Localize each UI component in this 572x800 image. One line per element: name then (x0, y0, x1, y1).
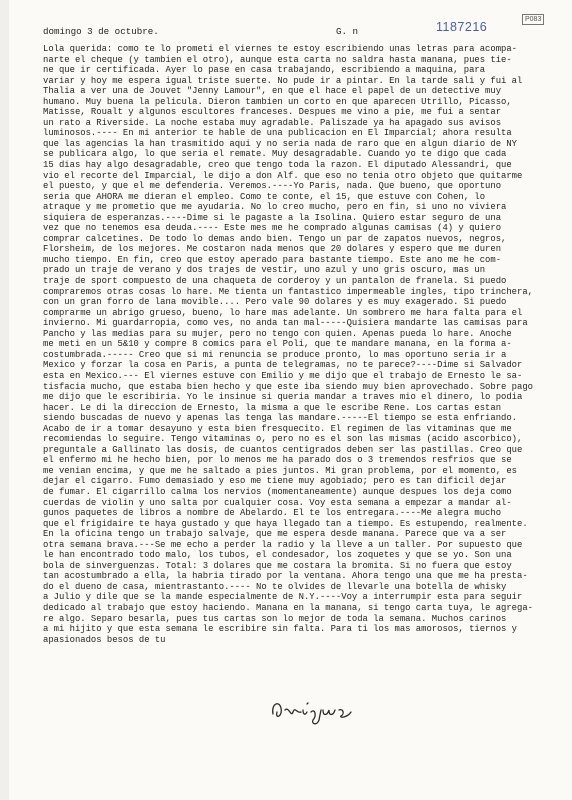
letter-line: luminosos.---- En mi anterior te hable de una publicacion en El Imparcial; ahora resulta (43, 128, 512, 139)
letter-line: seria que AHORA me dieran el empleo. Como te conte, el 15, que estuve con Cohen, lo (43, 191, 486, 202)
letter-line: bola de sinverguenzas. Total: 3 dolares que me costara la bromita. Si no fuera que estoy (43, 560, 512, 571)
letter-line: el enfermo mi he hecho bien, por lo menos me ha parado dos o 3 tremendos resfrios que se (43, 455, 512, 466)
letter-line: compraremos otras cosas lo hare. Me tienta un fantastico impermeable ingles, tipo trinchera, (43, 286, 533, 297)
letter-line: dejar el cigarro. Fumo demasiado y eso me tiene muy agobiado; pero es tan dificil dejar (43, 476, 507, 487)
letter-line: preguntale a Gallinato las dosis, de cuantos centigrados deben ser las pastillas. Creo que (43, 444, 523, 455)
letter-line: apasionados besos de tu (43, 634, 166, 645)
letter-line: esta en Mexico.--- El viernes estuve con Emilio y me dijo que el trabajo de Ernesto le sa- (43, 370, 523, 381)
letter-line: siquiera de esperanzas.----Dime si le pagaste a la Isolina. Quiero estar seguro de una (43, 212, 502, 223)
letter-line: Matisse, Roualt y algunos escultores franceses. Despues me vino a pie, me fui a sentar (43, 107, 502, 118)
letter-line: hacer. Le di la direccion de Ernesto, la misma a que le escribe Rene. Los cartas estan (43, 402, 502, 413)
letter-line: vez que no tenemos esa deuda.---- Este mes me he comprado algunas camisas (4) y quiero (43, 223, 502, 234)
letter-line: re algo. Separo besarla, pues tus cartas son lo mejor de toda la semana. Muchos carinos (43, 613, 507, 624)
letter-line: cuerdas de violin y uno salta por cualquier cosa. Voy esta semana a empezar a mandar al- (43, 497, 512, 508)
letter-line: tan acostumbrado a ella, la habria tirado por la ventana. Ahora tengo una que me ha presta- (43, 571, 528, 582)
dateline: domingo 3 de octubre. (43, 26, 159, 37)
letter-line: me meti en un 5&10 y compre 8 comics para el Poli, que te mandare manana, en la forma a- (43, 339, 512, 350)
letter-line: Thalia a ver una de Jouvet "Jenny Lamour", en que el hace el papel de un detective muy (43, 86, 502, 97)
letter-line: narte el cheque (y tambien el otro), aunque esta carta no saldra hasta manana, pues tie- (43, 54, 512, 65)
letter-line: dedicado al trabajo que estoy haciendo. Manana en la manana, si tengo carta tuya, le agrega- (43, 602, 533, 613)
letter-line: atraque y me prometio que me ayudaria. No lo creo mucho, pero en fin, si uno no viviera (43, 202, 507, 213)
letter-line: recomiendas lo seguire. Tengo vitaminas o, pero no es el son las mismas (acido ascorbico), (43, 434, 523, 445)
letter-line: En la oficina tengo un trabajo salvaje, que me espera desde manana. Parece que va a ser (43, 529, 507, 540)
letter-line: prado un traje de verano y dos trajes de vestir, uno azul y uno gris oscuro, mas un (43, 265, 486, 276)
letter-line: a Julio y dile que se la mande especialmente de N.Y.----Voy a interrumpir esta para seguir (43, 592, 523, 603)
page-edge (0, 0, 9, 800)
handwritten-signature (267, 690, 387, 730)
letter-line: me venian encima, y que me he saltado a pies juntos. Mi gran problema, por el momento, es (43, 465, 518, 476)
letter-line: a mi hijito y que esta semana le escribire sin falta. Para ti los mas amorosos, tiernos y (43, 624, 518, 635)
letter-line: Acabo de ir a tomar desayuno y esta bien fresquecito. El regimen de las vitaminas que me (43, 423, 512, 434)
page-marker: G. n (336, 26, 359, 37)
letter-line: tisfacia mucho, que estaba bien hecho y que este iba siendo muy bien aprovechado. Sobre pago (43, 381, 533, 392)
letter-line: Pancho y las medias para su mujer, pero no tengo con quien. Apenas pueda lo hare. Anoche (43, 328, 512, 339)
archive-stamp: P083 (522, 14, 544, 25)
letter-line: mucho tiempo. En fin, creo que estoy aperado para bastante tiempo. Este ano me he com- (43, 254, 502, 265)
letter-line: un rato a Riverside. La noche estaba muy agradable. Paliszade ya ha apagado sus avisos (43, 117, 502, 128)
letter-line: que el frigidaire te haya gustado y que haya llegado tan a tiempo. Es estupendo, realmente. (43, 518, 528, 529)
letter-line: le han encontrado todo malo, los tubos, el condesador, los zoquetes y que se yo. Son una (43, 550, 512, 561)
letter-line: 15 dias hay algo desagradable, creo que tengo toda la razon. El diputado Alessandri, que (43, 160, 512, 171)
letter-line: do el dueno de casa, mientrastanto.---- No te olvides de llevarle una botella de whisky (43, 581, 507, 592)
letter-line: humano. Muy buena la pelicula. Dieron tambien un corto en que aparecen Utrillo, Picasso, (43, 96, 512, 107)
letter-line: se publicara algo, lo que seria el remate. Muy desagradable. Cuando yo te digo que cada (43, 149, 507, 160)
letter-line: comprarme un abrigo grueso, bueno, lo hare mas adelante. Un sombrero me hara falta para el (43, 307, 523, 318)
letter-line: el puesto, y que el me defenderia. Veremos.----Yo Paris, nada. Que bueno, que oportuno (43, 181, 502, 192)
letter-line: vio el recorte del Imparcial, le dijo a don Alf. que eso no tenia otro objeto que quitarme (43, 170, 523, 181)
letter-line: con un gran forro de lana movible.... Pero vale 90 dolares y es muy exagerado. Si puedo (43, 297, 507, 308)
letter-line: ne que ir certificada. Ayer lo pase en casa trabajando, escribiendo a maquina, para (43, 65, 486, 76)
letter-line: Florsheim, de los mejores. Me costaron nada menos que 20 dolares y espero que me duren (43, 244, 502, 255)
catalog-number: 1187216 (436, 20, 488, 34)
letter-line: otra semana brava.---Se me echo a perder la radio y la lleve a un taller. Por supuesto que (43, 539, 523, 550)
letter-line: comprar calcetines. De todo lo demas ando bien. Tengo un par de zapatos nuevos, negros, (43, 233, 507, 244)
letter-line: invierno. Mi guardarropia, como ves, no anda tan mal-----Quisiera mandarte las camisas para (43, 318, 528, 329)
letter-line: Lola querida: como te lo prometi el viernes te estoy escribiendo unas letras para acompa- (43, 44, 518, 54)
letter-line: variar y hoy me espera igual triste suerte. No pude ir a pintar. En la tarde sali y fui al (43, 75, 523, 86)
letter-line: gunos paquetes de libros a nombre de Abelardo. El te los entregara.----Me alegra mucho (43, 508, 502, 519)
letter-line: que las agencias la han trasmitido aqui y no seria nada de raro que en algun diario de NY (43, 138, 518, 149)
letter-line: siendo buscadas de nuevo y apenas las tenga las mandare.-----El tiempo se esta enfriando. (43, 413, 518, 424)
letter-line: me dijo que le escribiria. Yo le insinue si queria mandar a traves mio el dinero, lo podia (43, 392, 523, 403)
letter-line: de fumar. El cigarrillo calma los nervios (momentaneamente) aunque despues los deja como (43, 486, 512, 497)
letter-line: costumbrada.----- Creo que si mi renuncia se produce pronto, lo mas oportuno seria ir a (43, 349, 507, 360)
letter-body (43, 44, 543, 645)
letter-line: traje de sport compuesto de una chaqueta de corderoy y un pantalon de franela. Si puedo (43, 276, 507, 287)
letter-line: Mexico y forzar la cosa en Paris, a punta de telegramas, no te parece?----Dime si Salvador (43, 360, 523, 371)
